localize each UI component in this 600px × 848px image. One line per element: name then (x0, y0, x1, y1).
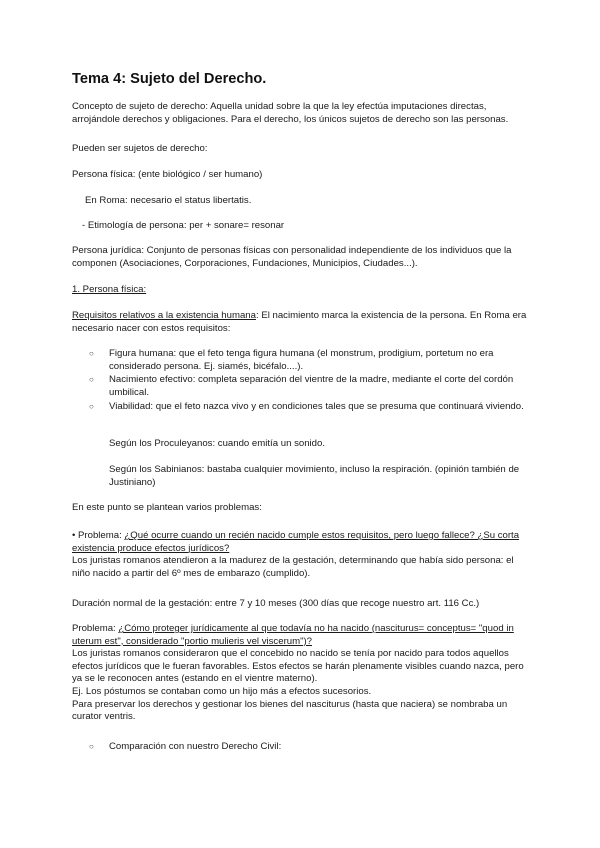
requisitos-label: Requisitos relativos a la existencia humana (72, 310, 256, 321)
comparacion-item: Comparación con nuestro Derecho Civil: (109, 741, 282, 752)
problemas-intro: En este punto se plantean varios problemas: (72, 502, 262, 513)
list-item: Viabilidad: que el feto nazca vivo y en condiciones tales que se presuma que continuará viviendo. (109, 401, 524, 412)
concepto-paragraph: Concepto de sujeto de derecho: Aquella unidad sobre la que la ley efectúa imputaciones directas, arrojándole derechos y obligaciones. Para el derecho, los únicos sujetos de derecho son las personas. (72, 101, 509, 125)
problema2-answer: Los juristas romanos consideraron que el concebido no nacido se tenía por nacido para todos aquellos efectos jurídicos que le fueran favorables. Estos efectos se harán plenamente visibles cuando nazca, pero ya se le reconocen antes (estando en el vientre materno). (72, 648, 524, 685)
problema1-label: • Problema: (72, 530, 125, 541)
problema2-paragraph (72, 623, 534, 724)
problema1-question: ¿Qué ocurre cuando un recién nacido cumple estos requisitos, pero luego fallece? ¿Su corta existencia produce efectos jurídicos? (72, 530, 520, 554)
etimologia-line: - Etimología de persona: per + sonare= resonar (82, 220, 285, 231)
pueden-line: Pueden ser sujetos de derecho: (72, 143, 208, 154)
persona-juridica-paragraph: Persona jurídica: Conjunto de personas físicas con personalidad independiente de los individuos que la componen (Asociaciones, Corporaciones, Fundaciones, Municipios, Ciudades...). (72, 245, 512, 269)
problema2-question: ¿Cómo proteger jurídicamente al que todavía no ha nacido (nasciturus= conceptus= "quod in uterum est", considerado "portio mulieris vel viscerum")? (72, 623, 514, 647)
problema1-answer: Los juristas romanos atendieron a la madurez de la gestación, determinando que había sido persona: el niño nacido a partir del 6º mes de embarazo (cumplido). (72, 555, 514, 579)
problema2-label: Problema: (72, 623, 119, 634)
requisitos-paragraph (72, 310, 534, 335)
preservar-line: Para preservar los derechos y gestionar los bienes del nasciturus (hasta que naciera) se nombraba un curator ventris. (72, 698, 508, 723)
bullet-icon: ○ (89, 742, 94, 751)
en-roma-line: En Roma: necesario el status libertatis. (85, 195, 252, 206)
sabinianos-line: Según los Sabinianos: bastaba cualquier movimiento, incluso la respiración. (opinión también de Justiniano) (109, 464, 520, 488)
duracion-line: Duración normal de la gestación: entre 7 y 10 meses (300 días que recoge nuestro art. 116 Cc.) (72, 598, 480, 609)
list-item: Figura humana: que el feto tenga figura humana (el monstrum, prodigium, portetum no era considerado persona. Ej. siamés, bicéfalo....). (109, 348, 494, 372)
requisitos-text: : El nacimiento marca la existencia de la persona. En Roma era necesario nacer con estos requisitos: (72, 310, 527, 334)
list-item: Nacimiento efectivo: completa separación del vientre de la madre, mediante el corte del cordón umbilical. (109, 374, 514, 398)
bullet-icon: ○ (89, 402, 94, 411)
postumos-line: Ej. Los póstumos se contaban como un hijo más a efectos sucesorios. (72, 685, 372, 697)
problema1-paragraph (72, 530, 534, 580)
proculeyanos-line: Según los Proculeyanos: cuando emitía un sonido. (109, 438, 325, 449)
bullet-icon: ○ (89, 349, 94, 358)
bullet-icon: ○ (89, 375, 94, 384)
persona-fisica-line: Persona física: (ente biológico / ser humano) (72, 169, 263, 180)
page-title: Tema 4: Sujeto del Derecho. (72, 71, 267, 87)
section-heading: 1. Persona física: (72, 284, 147, 295)
